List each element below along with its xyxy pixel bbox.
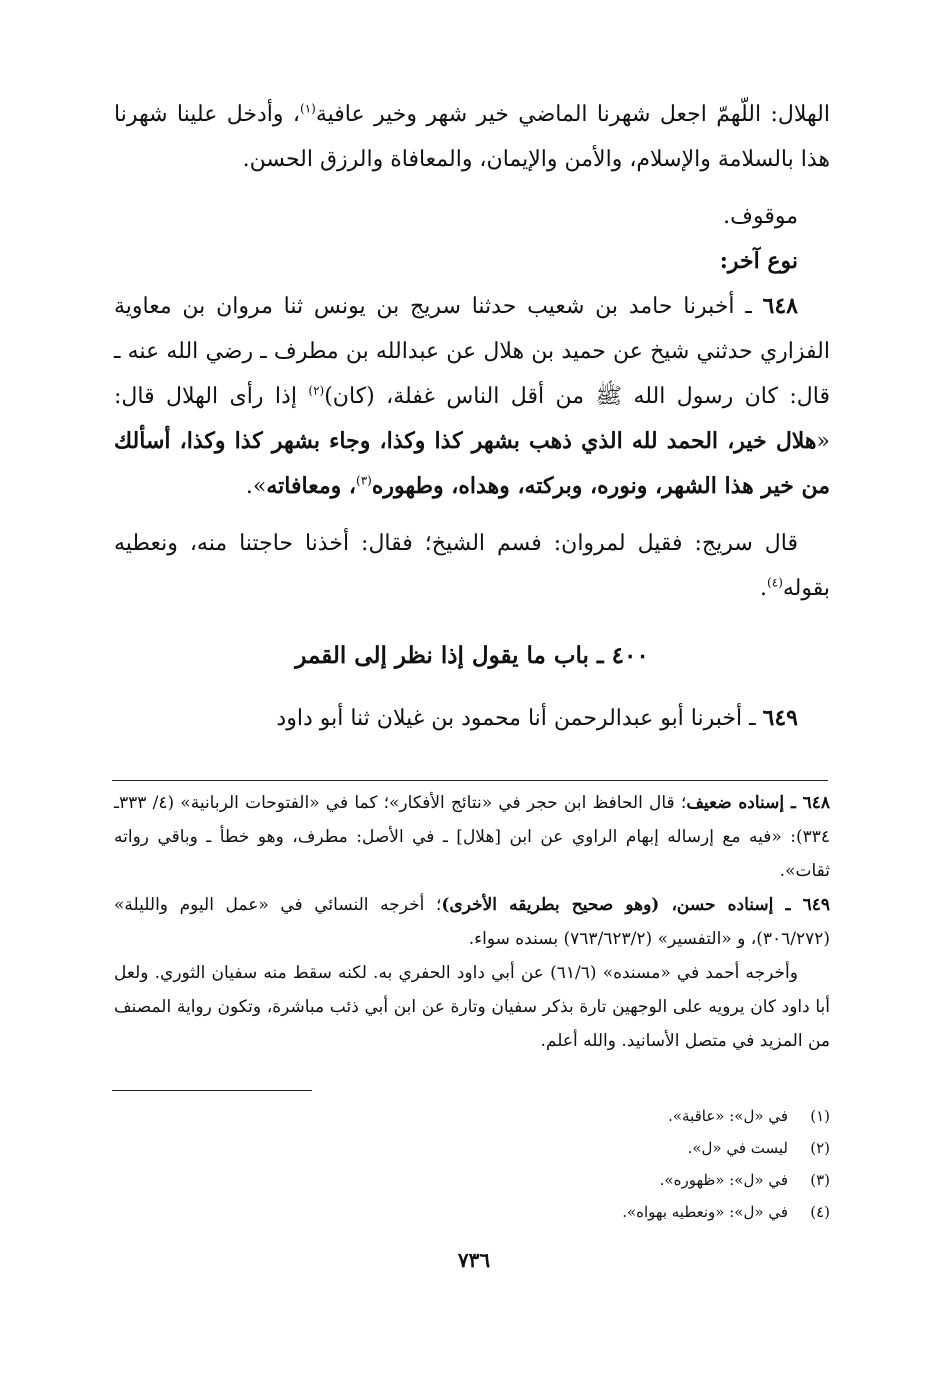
text-span: ؛ أخرجه النسائي في «عمل اليوم والليلة» (٣٠٦/٢٧٢)، و «التفسير» (٧٦٣/٦٢٣/٢) بسنده سواء. [114, 895, 830, 949]
footnote-item [330, 1132, 830, 1164]
text-span: إذا رأى الهلال قال: « [114, 384, 830, 454]
footnote-ref-2[interactable]: (٢) [308, 383, 325, 398]
chapter-heading: ٤٠٠ ـ باب ما يقول إذا نظر إلى القمر [295, 642, 649, 669]
naw-akhar-heading: نوع آخر: [719, 248, 798, 274]
note-number: ٦٤٨ [802, 793, 830, 813]
footnote-ref-4[interactable]: (٤) [767, 575, 783, 590]
hadith-649 [114, 696, 830, 741]
text-span: ». [245, 474, 267, 499]
footnote-mark: (٤) [810, 1203, 830, 1221]
footnote-item [330, 1100, 830, 1132]
footnote-short-divider [112, 1090, 312, 1091]
footnote-ref-3[interactable]: (٣) [356, 473, 372, 488]
footnote-list [330, 1100, 830, 1228]
text-span: ، وأدخل علينا شهرنا هذا بالسلامة والإسلام، والأمن والإيمان، والمعافاة والرزق الحسن. [114, 102, 830, 172]
text-span: ـ أخبرنا حامد بن شعيب حدثنا سريج بن يونس ثنا مروان بن معاوية الفزاري حدثني شيخ عن حميد بن هلال عن عبدالله بن مطرف ـ رضي الله عنه ـ قال: كان رسول الله ﷺ من أقل الناس غفلة، (كان) [114, 294, 830, 409]
footnote-item [330, 1164, 830, 1196]
text-span: قال سريج: فقيل لمروان: فسم الشيخ؛ فقال: أخذنا حاجتنا منه، ونعطيه بقوله [114, 531, 830, 601]
footnote-text: في «ل»: «ونعطيه بهواه». [622, 1203, 788, 1221]
paragraph-surayj [114, 521, 830, 611]
hadith-number: ٦٤٨ [762, 293, 798, 319]
text-span: ؛ قال الحافظ ابن حجر في «نتائج الأفكار»؛ كما في «الفتوحات الربانية» (٤/ ٣٣٣ـ ٣٣٤): «فيه مع إرساله إبهام الراوي عن ابن [هلال] ـ في الأصل: مطرف، وهو خطأ ـ وباقي رواته ثقات». [114, 793, 830, 881]
footnote-mark: (٣) [810, 1171, 830, 1189]
hadith-648 [114, 284, 830, 509]
commentary-notes [114, 786, 830, 1058]
mawquf-label: موقوف. [723, 204, 798, 229]
note-649 [114, 888, 830, 956]
footnote-text: في «ل»: «ظهوره». [659, 1171, 788, 1189]
text-span: الهلال: اللّهمّ اجعل شهرنا الماضي خير شهر وخير عافية [315, 102, 830, 127]
footnote-mark: (١) [810, 1107, 830, 1125]
text-span: ـ أخبرنا أبو عبدالرحمن أنا محمود بن غيلان ثنا أبو داود [276, 706, 763, 731]
footnote-item [330, 1196, 830, 1228]
page-number: ٧٣٦ [457, 1248, 491, 1272]
hadith-matn: هلال خير، الحمد لله الذي ذهب بشهر كذا وكذا، وجاء بشهر كذا وكذا، أسألك من خير هذا الشهر، ونوره، وبركته، وهداه، وطهوره [114, 428, 830, 499]
main-text [114, 92, 830, 741]
note-648 [114, 786, 830, 888]
paragraph-hilal-dua [114, 92, 830, 182]
text-span: . [760, 576, 768, 601]
hadith-matn: ، ومعافاته [266, 473, 356, 499]
note-grade: ـ إسناده ضعيف [686, 793, 803, 813]
footnote-mark: (٢) [810, 1139, 830, 1157]
footnote-text: ليست في «ل». [687, 1139, 788, 1157]
footnote-ref-1[interactable]: (١) [300, 101, 316, 116]
hadith-number: ٦٤٩ [762, 705, 798, 731]
footnote-divider [112, 780, 828, 781]
note-number: ٦٤٩ [802, 895, 830, 915]
note-649-continued: وأخرجه أحمد في «مسنده» (٦١/٦) عن أبي داود الحفري به. لكنه سقط منه سفيان الثوري. ولعل أبا داود كان يرويه على الوجهين تارة بذكر سفيان وتارة عن ابن أبي ذئب مباشرة، وتكون رواية المصنف من المزيد في متصل الأسانيد. والله أعلم. [114, 963, 830, 1051]
footnote-text: في «ل»: «عاقبة». [668, 1107, 788, 1125]
note-grade: ـ إسناده حسن، (وهو صحيح بطريقه الأخرى) [441, 895, 803, 915]
